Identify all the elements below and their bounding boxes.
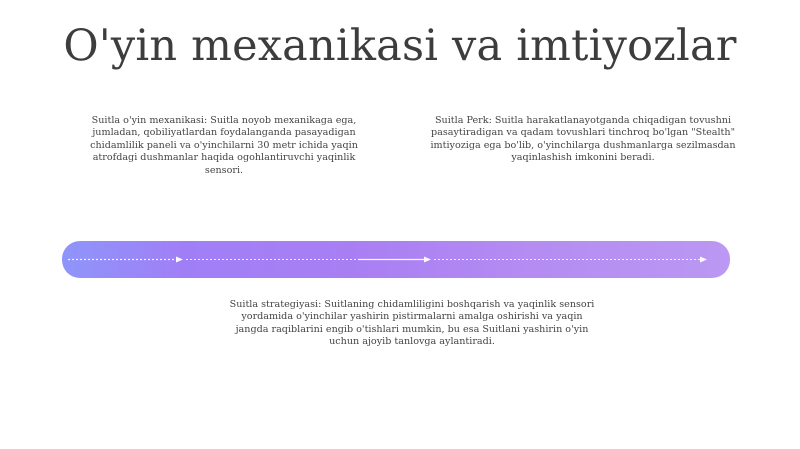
- text-block-perk: Suitla Perk: Suitla harakatlanayotganda chiqadigan tovushni pasaytiradigan va qadam tovushlari tinchroq bo'lgan "Stealth" imtiyoziga ega bo'lib, o'yinchilarga dushmanlarga sezilmasdan yaqinlashish imkonini beradi.: [430, 115, 736, 164]
- text-block-strategy: Suitla strategiyasi: Suitlaning chidamliligini boshqarish va yaqinlik sensori yordamida o'yinchilar yashirin pistirmalarni amalga oshirishi va yaqin jangda raqiblarini engib o'tishlari mumkin, bu esa Suitlani yashirin o'yin uchun ajoyib tanlovga aylantiradi.: [229, 299, 595, 348]
- text-block-mechanics: Suitla o'yin mexanikasi: Suitla noyob mexanikaga ega, jumladan, qobiliyatlardan foydalanganda pasayadigan chidamlilik paneli va o'yinchilarni 30 metr ichida yaqin atrofdagi dushmanlar haqida ogohlantiruvchi yaqinlik sensori.: [90, 115, 358, 176]
- page-title: O'yin mexanikasi va imtiyozlar: [63, 21, 737, 71]
- timeline-bar: [62, 241, 730, 278]
- timeline-arrows: [62, 241, 730, 278]
